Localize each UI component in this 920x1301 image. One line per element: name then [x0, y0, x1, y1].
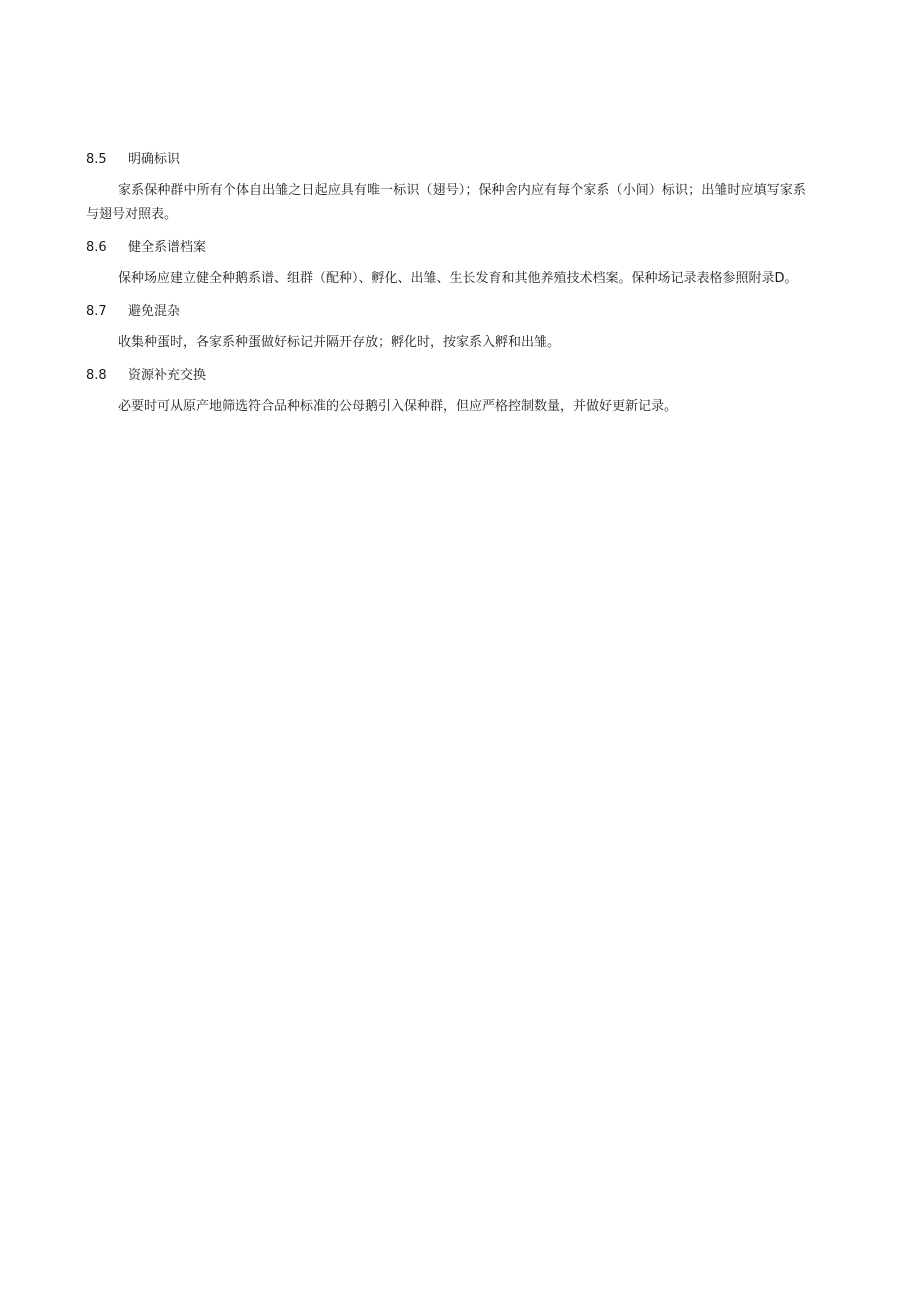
document-content [86, 150, 806, 430]
section-number: 8.6 [86, 240, 107, 255]
section-number: 8.5 [86, 152, 107, 167]
section-body: 收集种蛋时，各家系种蛋做好标记并隔开存放；孵化时，按家系入孵和出雏。 [118, 335, 561, 350]
section-body: 保种场应建立健全种鹅系谱、组群（配种）、孵化、出雏、生长发育和其他养殖技术档案。保种场记录表格参照附录D。 [118, 271, 798, 286]
section-heading [86, 302, 806, 322]
section-number: 8.7 [86, 304, 107, 319]
section-8-6 [86, 238, 806, 291]
section-8-5 [86, 150, 806, 227]
section-8-8 [86, 366, 806, 419]
section-body: 家系保种群中所有个体自出雏之日起应具有唯一标识（翅号）；保种舍内应有每个家系（小间）标识；出雏时应填写家系与翅号对照表。 [86, 183, 806, 222]
section-heading [86, 238, 806, 258]
section-title: 资源补充交换 [128, 368, 207, 383]
section-8-7 [86, 302, 806, 355]
section-title: 明确标识 [128, 152, 181, 167]
section-heading [86, 366, 806, 386]
section-title: 避免混杂 [128, 304, 181, 319]
section-number: 8.8 [86, 368, 107, 383]
section-body: 必要时可从原产地筛选符合品种标准的公母鹅引入保种群，但应严格控制数量，并做好更新记录。 [118, 399, 678, 414]
section-title: 健全系谱档案 [128, 240, 207, 255]
section-heading [86, 150, 806, 170]
